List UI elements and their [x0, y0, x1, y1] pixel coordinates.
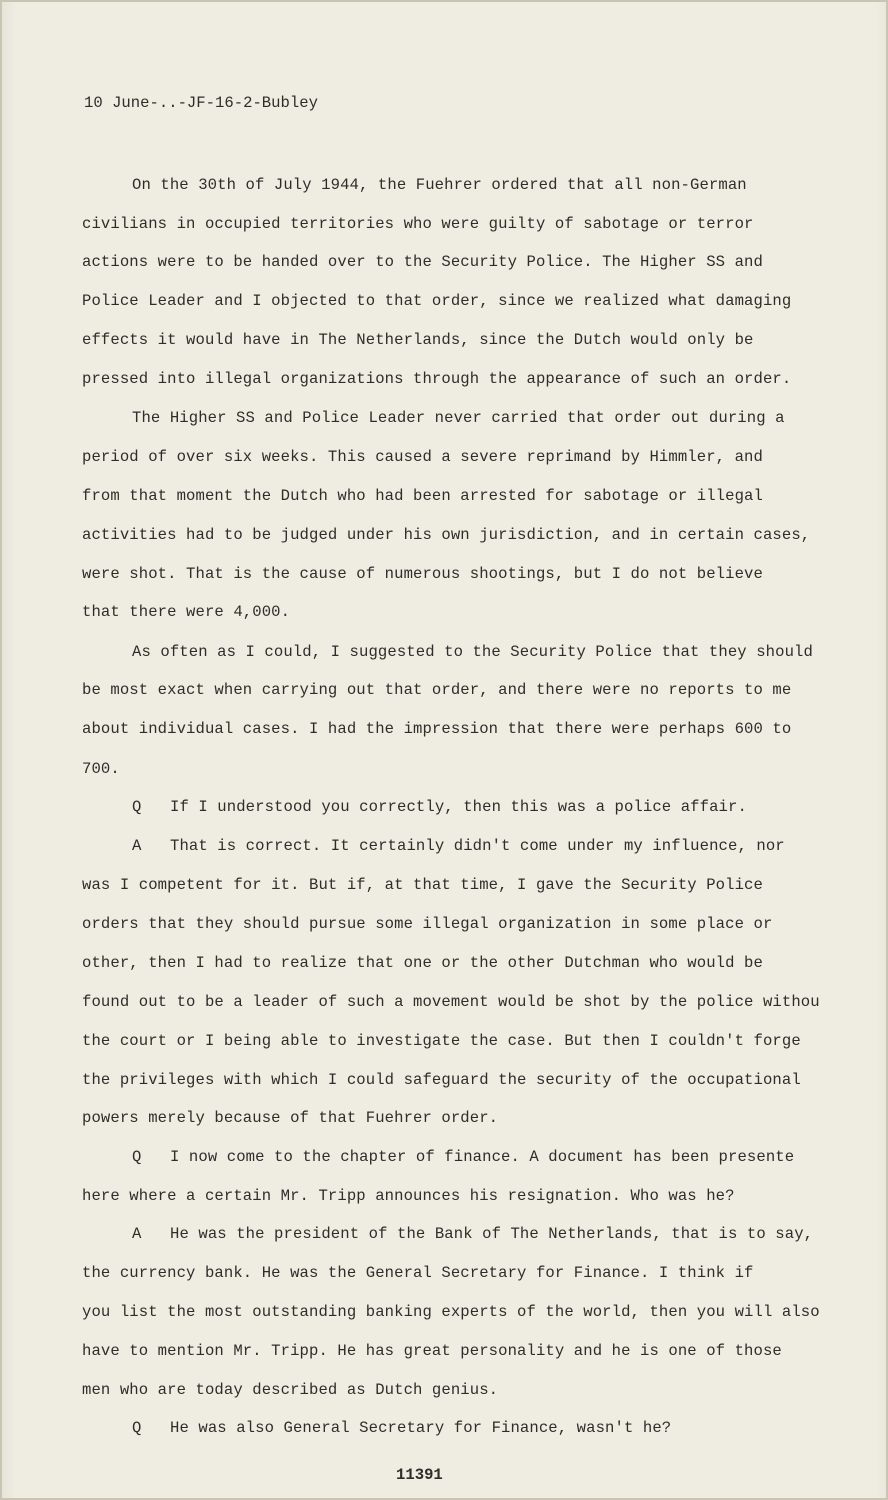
page-header: 10 June-..-JF-16-2-Bubley: [84, 94, 318, 112]
paragraph-line: Police Leader and I objected to that order, since we realized what damaging: [82, 292, 792, 310]
paragraph-line: you list the most outstanding banking experts of the world, then you will also: [82, 1303, 820, 1321]
qa-line: [132, 1224, 813, 1244]
paragraph-line: the court or I being able to investigate the case. But then I couldn't forge: [82, 1032, 801, 1050]
paragraph-line: about individual cases. I had the impression that there were perhaps 600 to: [82, 720, 792, 738]
qa-line: [132, 1147, 794, 1167]
paragraph-line: other, then I had to realize that one or the other Dutchman who would be: [82, 954, 763, 972]
paragraph-line: As often as I could, I suggested to the Security Police that they should: [132, 643, 813, 661]
paragraph-line: from that moment the Dutch who had been arrested for sabotage or illegal: [82, 487, 763, 505]
paragraph-line: that there were 4,000.: [82, 603, 291, 621]
question-label: Q: [132, 1419, 142, 1437]
paragraph-line: activities had to be judged under his own jurisdiction, and in certain cases,: [82, 526, 811, 544]
qa-line-text: He was also General Secretary for Finance, wasn't he?: [170, 1419, 672, 1437]
paragraph-line: have to mention Mr. Tripp. He has great personality and he is one of those: [82, 1342, 782, 1360]
qa-line: [132, 797, 747, 817]
paragraph-line: found out to be a leader of such a movement would be shot by the police withou: [82, 993, 820, 1011]
paragraph-line: The Higher SS and Police Leader never carried that order out during a: [132, 409, 785, 427]
paragraph-line: was I competent for it. But if, at that time, I gave the Security Police: [82, 876, 763, 894]
paragraph-line: effects it would have in The Netherlands, since the Dutch would only be: [82, 331, 754, 349]
question-label: Q: [132, 1148, 142, 1166]
paragraph-line: 700.: [82, 760, 120, 778]
paragraph-line: here where a certain Mr. Tripp announces his resignation. Who was he?: [82, 1187, 735, 1205]
paragraph-line: the privileges with which I could safeguard the security of the occupational: [82, 1071, 801, 1089]
paragraph-line: the currency bank. He was the General Secretary for Finance. I think if: [82, 1264, 754, 1282]
paragraph-line: orders that they should pursue some illegal organization in some place or: [82, 915, 773, 933]
qa-line: [132, 836, 785, 856]
paragraph-line: powers merely because of that Fuehrer order.: [82, 1109, 499, 1127]
paragraph-line: men who are today described as Dutch genius.: [82, 1381, 499, 1399]
paragraph-line: pressed into illegal organizations through the appearance of such an order.: [82, 370, 792, 388]
qa-line-text: If I understood you correctly, then this was a police affair.: [170, 798, 747, 816]
paragraph-line: civilians in occupied territories who were guilty of sabotage or terror: [82, 215, 754, 233]
answer-label: A: [132, 837, 142, 855]
paragraph-line: period of over six weeks. This caused a severe reprimand by Himmler, and: [82, 448, 763, 466]
qa-line: [132, 1418, 671, 1438]
qa-line-text: He was the president of the Bank of The Netherlands, that is to say,: [170, 1225, 814, 1243]
answer-label: A: [132, 1225, 142, 1243]
question-label: Q: [132, 798, 142, 816]
page-number: 11391: [396, 1466, 443, 1484]
paragraph-line: On the 30th of July 1944, the Fuehrer ordered that all non-German: [132, 176, 747, 194]
qa-line-text: I now come to the chapter of finance. A document has been presente: [170, 1148, 795, 1166]
paragraph-line: be most exact when carrying out that order, and there were no reports to me: [82, 681, 792, 699]
qa-line-text: That is correct. It certainly didn't come under my influence, nor: [170, 837, 785, 855]
paragraph-line: were shot. That is the cause of numerous shootings, but I do not believe: [82, 565, 763, 583]
paragraph-line: actions were to be handed over to the Security Police. The Higher SS and: [82, 253, 763, 271]
